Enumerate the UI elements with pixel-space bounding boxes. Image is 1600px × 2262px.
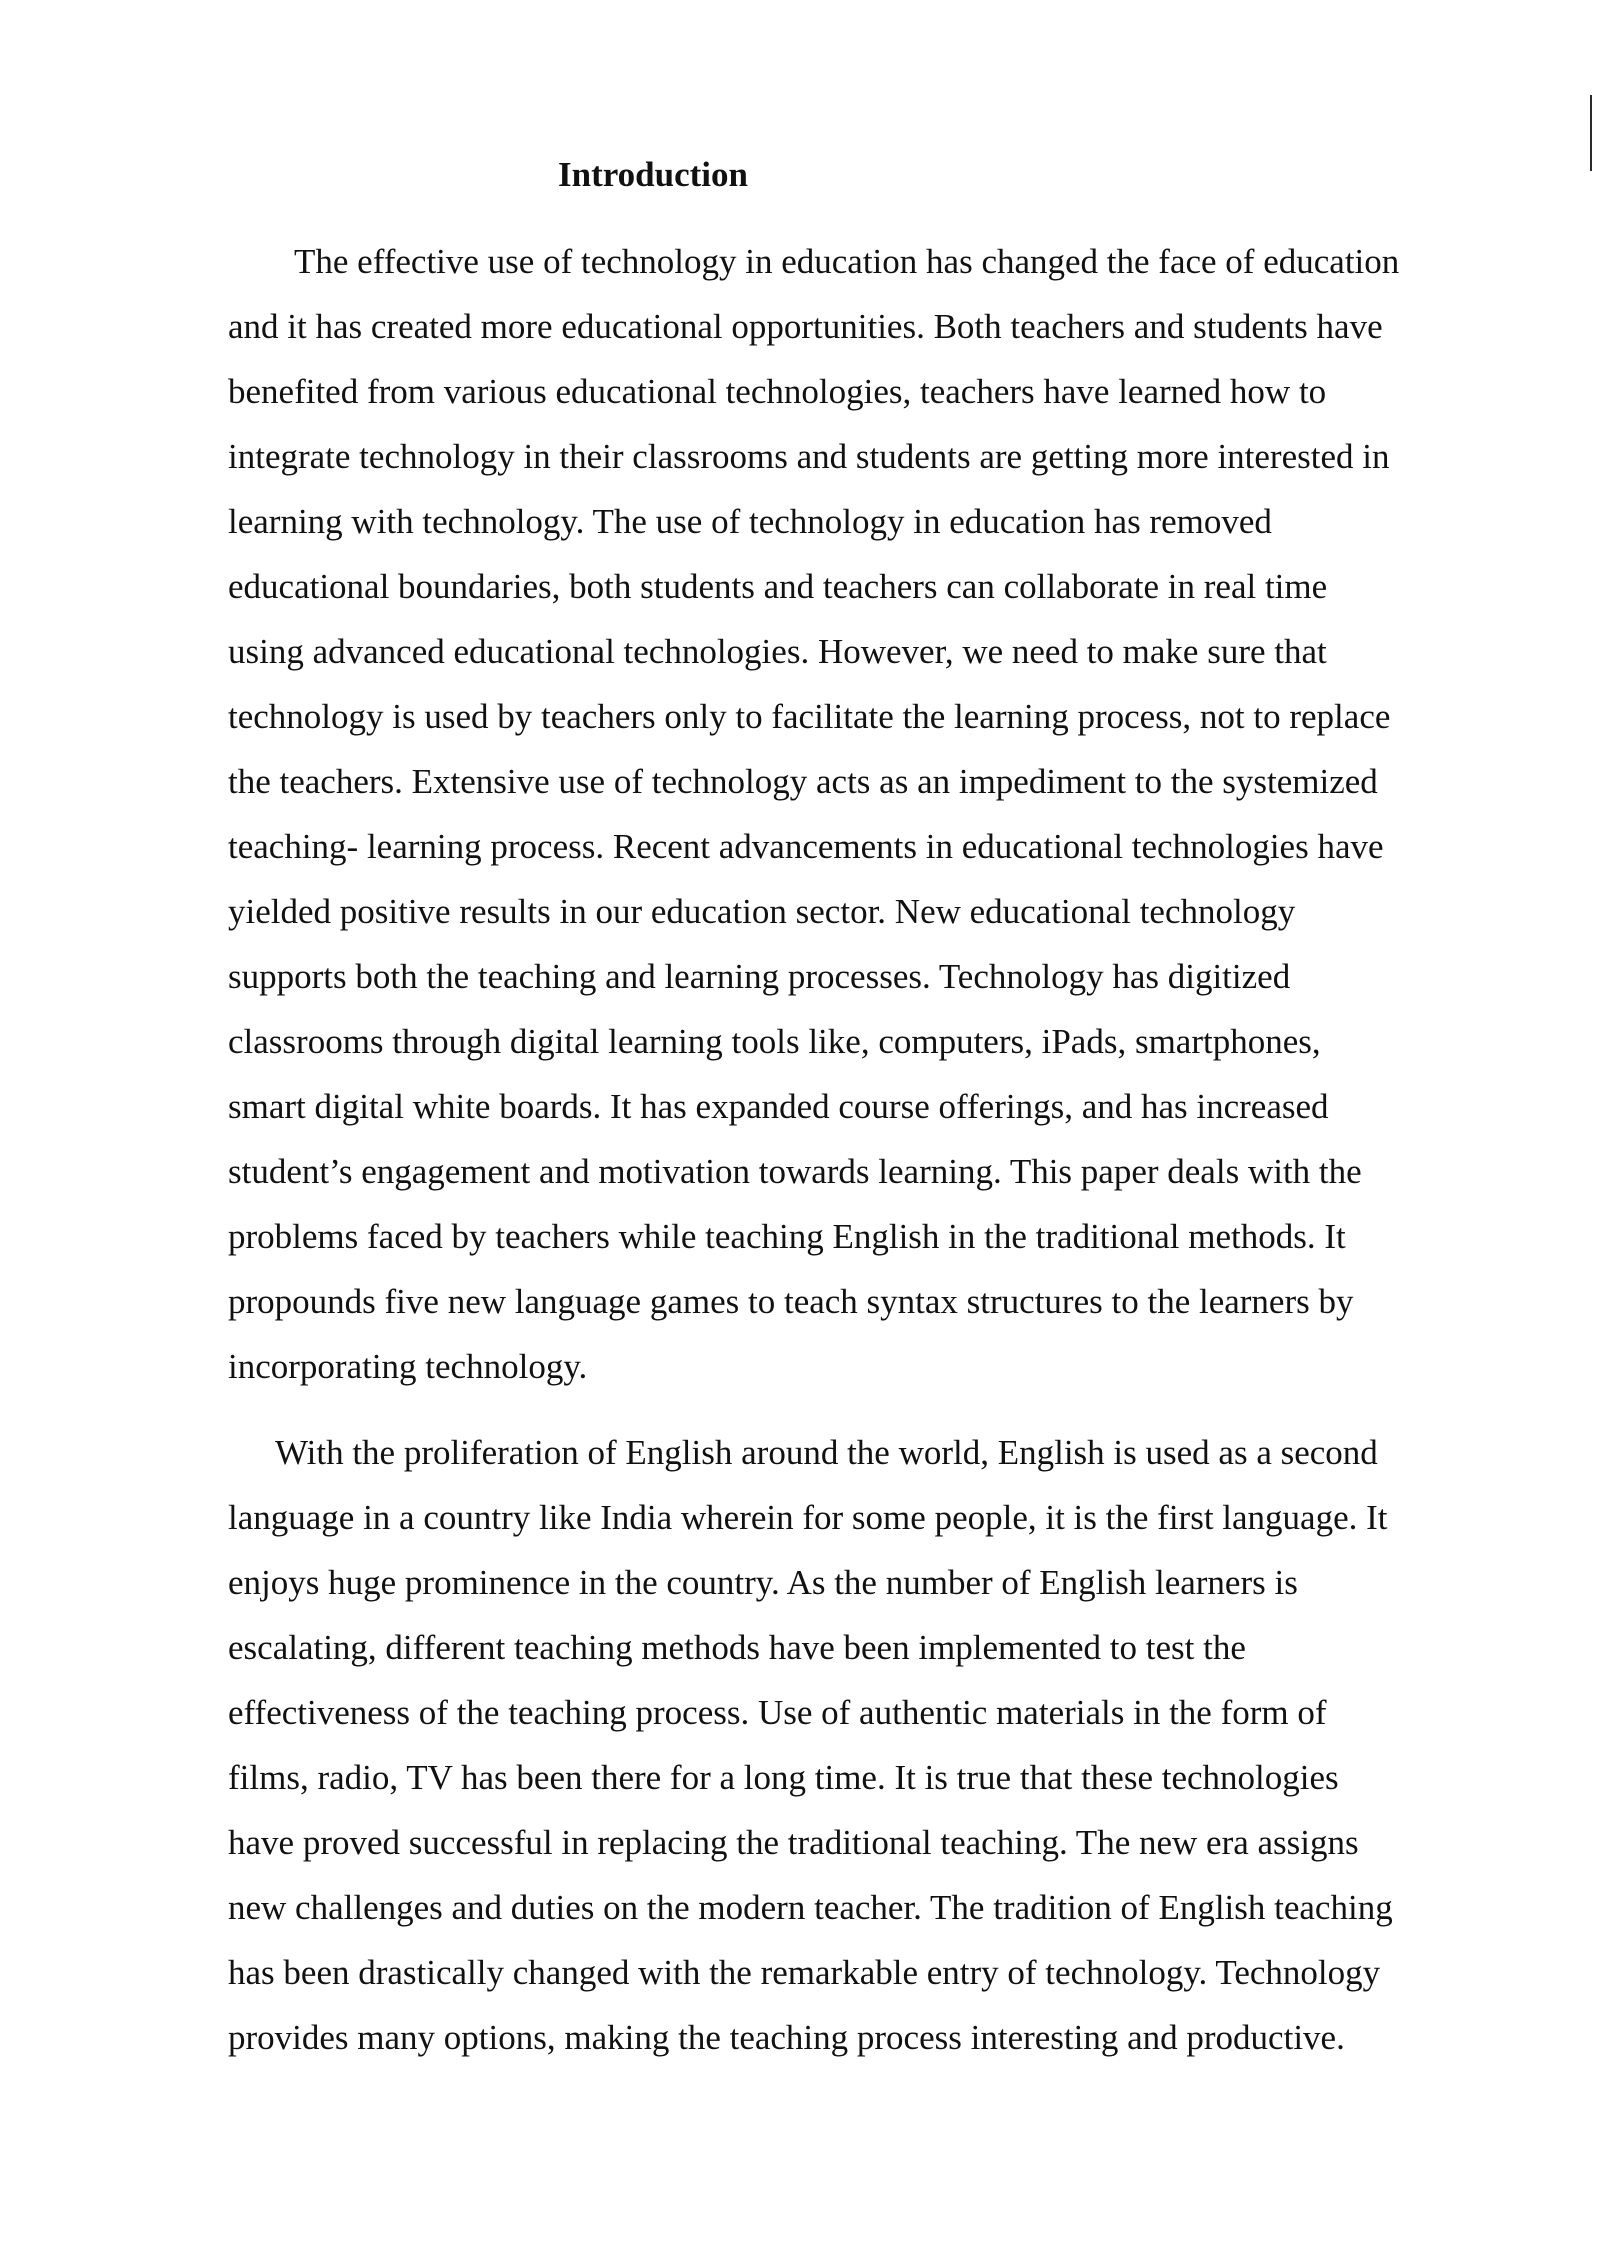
paragraph-1-line: supports both the teaching and learning processes. Technology has digitized: [228, 957, 1291, 996]
paragraph-1-line: the teachers. Extensive use of technology acts as an impediment to the systemized: [228, 762, 1378, 801]
paragraph-1-line: integrate technology in their classrooms and students are getting more interested in: [228, 437, 1390, 476]
page-edge-mark: [1590, 95, 1592, 171]
paragraph-2-line: have proved successful in replacing the traditional teaching. The new era assigns: [228, 1823, 1359, 1862]
paragraph-1-line: smart digital white boards. It has expanded course offerings, and has increased: [228, 1087, 1329, 1126]
paragraph-1: [228, 229, 1488, 1399]
paragraph-1-line: yielded positive results in our education sector. New educational technology: [228, 892, 1296, 931]
paragraph-1-line: problems faced by teachers while teaching English in the traditional methods. It: [228, 1217, 1346, 1256]
paragraph-1-line: learning with technology. The use of technology in education has removed: [228, 502, 1272, 541]
paragraph-1-line: student’s engagement and motivation towards learning. This paper deals with the: [228, 1152, 1362, 1191]
paragraph-2-line: enjoys huge prominence in the country. As the number of English learners is: [228, 1563, 1298, 1602]
paragraph-1-line: technology is used by teachers only to facilitate the learning process, not to replace: [228, 697, 1391, 736]
paragraph-2-line: With the proliferation of English around the world, English is used as a second: [275, 1433, 1378, 1472]
paragraph-1-line: propounds five new language games to teach syntax structures to the learners by: [228, 1282, 1354, 1321]
paragraph-1-line: The effective use of technology in education has changed the face of education: [294, 242, 1400, 281]
paragraph-2-line: new challenges and duties on the modern teacher. The tradition of English teaching: [228, 1888, 1393, 1927]
paragraph-2-line: language in a country like India wherein for some people, it is the first language. It: [228, 1498, 1388, 1537]
paragraph-1-line: classrooms through digital learning tools like, computers, iPads, smartphones,: [228, 1022, 1321, 1061]
paragraph-2-line: provides many options, making the teaching process interesting and productive.: [228, 2018, 1345, 2057]
paragraph-2-line: escalating, different teaching methods have been implemented to test the: [228, 1628, 1246, 1667]
paragraph-2: [228, 1420, 1488, 2070]
paragraph-1-line: and it has created more educational opportunities. Both teachers and students have: [228, 307, 1383, 346]
paragraph-1-line: benefited from various educational technologies, teachers have learned how to: [228, 372, 1327, 411]
paragraph-1-line: using advanced educational technologies. However, we need to make sure that: [228, 632, 1327, 671]
paragraph-1-line: incorporating technology.: [228, 1347, 588, 1386]
paragraph-1-line: teaching- learning process. Recent advancements in educational technologies have: [228, 827, 1384, 866]
paragraph-2-line: films, radio, TV has been there for a long time. It is true that these technologies: [228, 1758, 1339, 1797]
paragraph-2-line: effectiveness of the teaching process. Use of authentic materials in the form of: [228, 1693, 1327, 1732]
paragraph-1-line: educational boundaries, both students and teachers can collaborate in real time: [228, 567, 1328, 606]
section-heading: Introduction: [558, 155, 748, 194]
paragraph-2-line: has been drastically changed with the remarkable entry of technology. Technology: [228, 1953, 1381, 1992]
